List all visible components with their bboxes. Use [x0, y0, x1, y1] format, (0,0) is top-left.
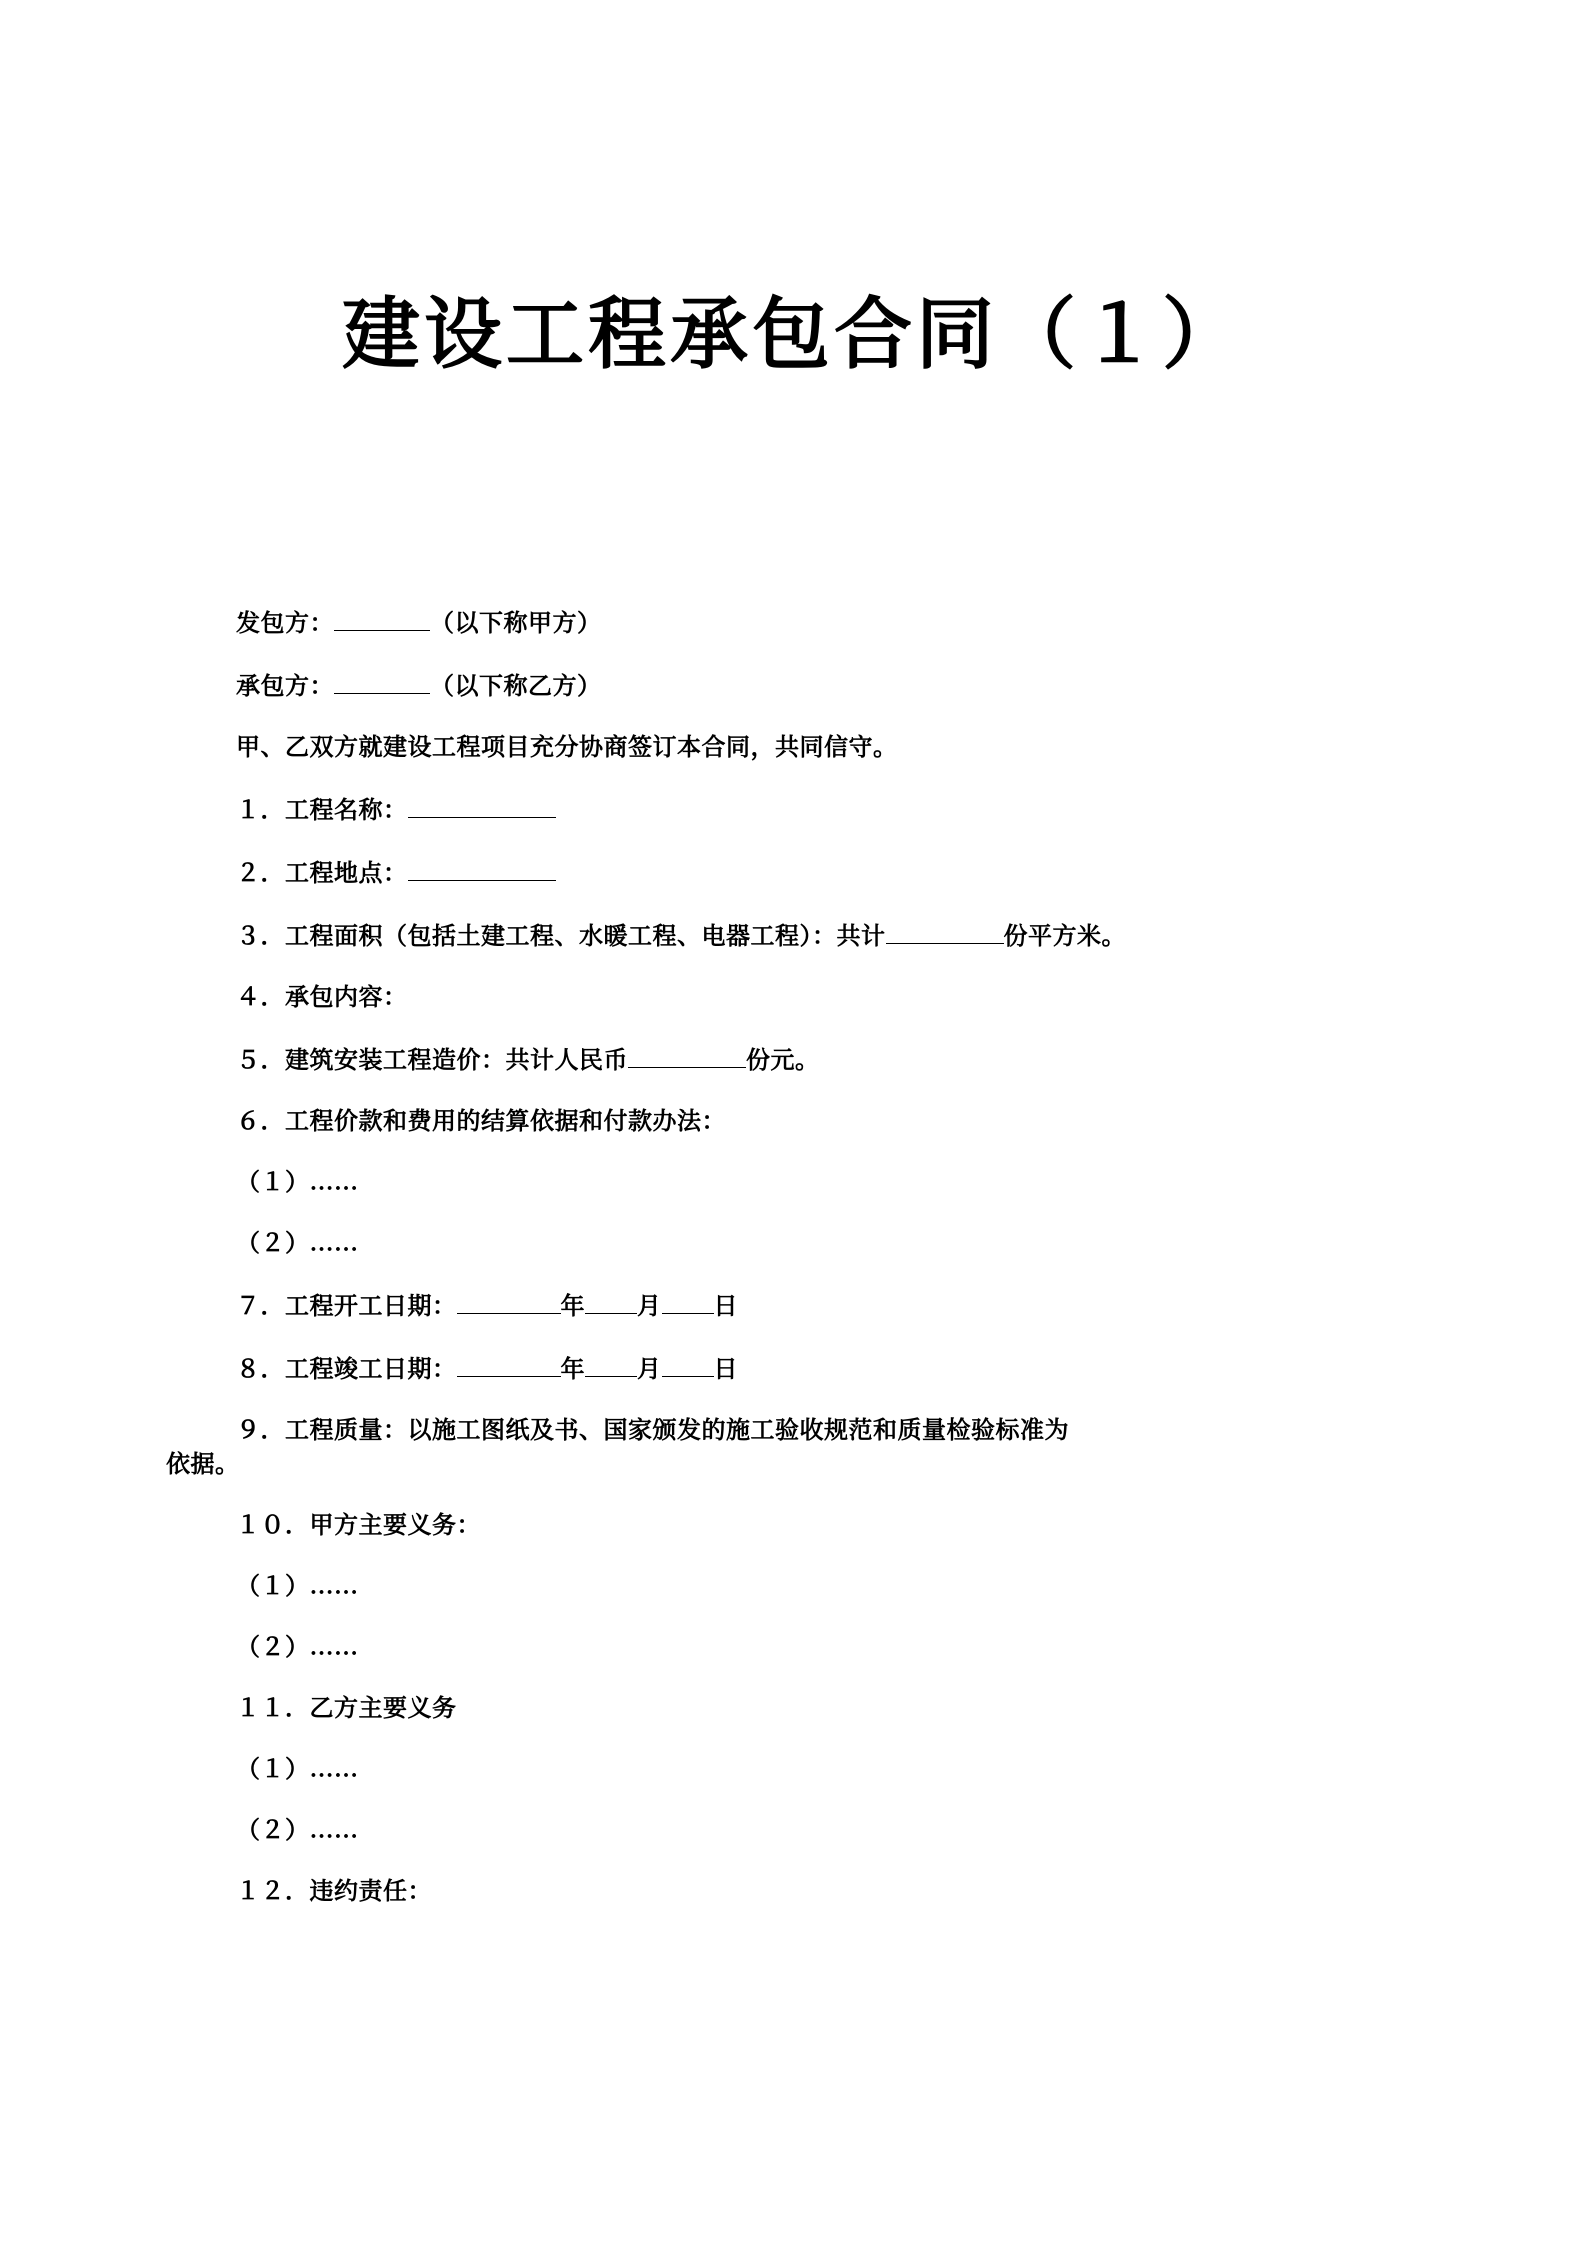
- item-3-suffix: 份平方米。: [1003, 923, 1126, 950]
- line-item-11-1: （１）……: [236, 1756, 359, 1783]
- line-item-7: [236, 1293, 1416, 1319]
- item-8-day-blank[interactable]: [662, 1356, 714, 1377]
- line-item-5: [236, 1047, 1416, 1073]
- item-1-label: １．工程名称：: [236, 797, 408, 824]
- item-2-blank[interactable]: [408, 860, 556, 881]
- item-5-label: ５．建筑安装工程造价：共计人民币: [236, 1047, 628, 1074]
- line-party-b: [236, 673, 1416, 699]
- party-b-blank[interactable]: [334, 673, 430, 694]
- document-body: [0, 610, 1586, 1904]
- item-5-blank[interactable]: [628, 1047, 746, 1068]
- item-8-label: ８．工程竣工日期：: [236, 1356, 457, 1383]
- line-item-8: [236, 1356, 1416, 1382]
- line-item-11-2: （２）……: [236, 1817, 359, 1844]
- item-3-label: ３．工程面积（包括土建工程、水暖工程、电器工程）：共计: [236, 923, 886, 950]
- line-item-9-continued: 依据。: [166, 1451, 240, 1478]
- line-item-4: ４．承包内容：: [236, 984, 408, 1011]
- line-item-6-1: （１）……: [236, 1169, 359, 1196]
- line-item-6-2: （２）……: [236, 1230, 359, 1257]
- item-7-year-label: 年: [560, 1293, 585, 1320]
- item-7-year-blank[interactable]: [457, 1293, 561, 1314]
- line-item-10: １０．甲方主要义务：: [236, 1512, 481, 1539]
- line-item-10-2: （２）……: [236, 1634, 359, 1661]
- line-item-6: ６．工程价款和费用的结算依据和付款办法：: [236, 1108, 726, 1135]
- item-3-blank[interactable]: [886, 923, 1004, 944]
- item-1-blank[interactable]: [408, 797, 556, 818]
- party-a-blank[interactable]: [334, 610, 430, 631]
- line-item-3: [236, 923, 1416, 949]
- page-title: 建设工程承包合同（１）: [341, 289, 1244, 380]
- item-7-label: ７．工程开工日期：: [236, 1293, 457, 1320]
- party-a-suffix: （以下称甲方）: [430, 610, 602, 637]
- item-7-month-blank[interactable]: [585, 1293, 637, 1314]
- line-item-9: ９．工程质量：以施工图纸及书、国家颁发的施工验收规范和质量检验标准为: [236, 1417, 1069, 1444]
- party-b-label: 承包方：: [236, 673, 334, 700]
- item-8-month-label: 月: [637, 1356, 662, 1383]
- line-item-11: １１．乙方主要义务: [236, 1695, 457, 1722]
- item-8-day-label: 日: [713, 1356, 738, 1383]
- item-7-month-label: 月: [637, 1293, 662, 1320]
- party-b-suffix: （以下称乙方）: [430, 673, 602, 700]
- item-8-month-blank[interactable]: [585, 1356, 637, 1377]
- line-item-12: １２．违约责任：: [236, 1878, 432, 1905]
- item-7-day-label: 日: [713, 1293, 738, 1320]
- line-item-2: [236, 860, 1416, 886]
- item-5-suffix: 份元。: [746, 1047, 820, 1074]
- line-preamble: 甲、乙双方就建设工程项目充分协商签订本合同，共同信守。: [236, 734, 898, 761]
- line-item-10-1: （１）……: [236, 1573, 359, 1600]
- item-8-year-blank[interactable]: [457, 1356, 561, 1377]
- line-item-1: [236, 797, 1416, 823]
- item-2-label: ２．工程地点：: [236, 860, 408, 887]
- item-8-year-label: 年: [560, 1356, 585, 1383]
- line-party-a: [236, 610, 1416, 636]
- item-7-day-blank[interactable]: [662, 1293, 714, 1314]
- party-a-label: 发包方：: [236, 610, 334, 637]
